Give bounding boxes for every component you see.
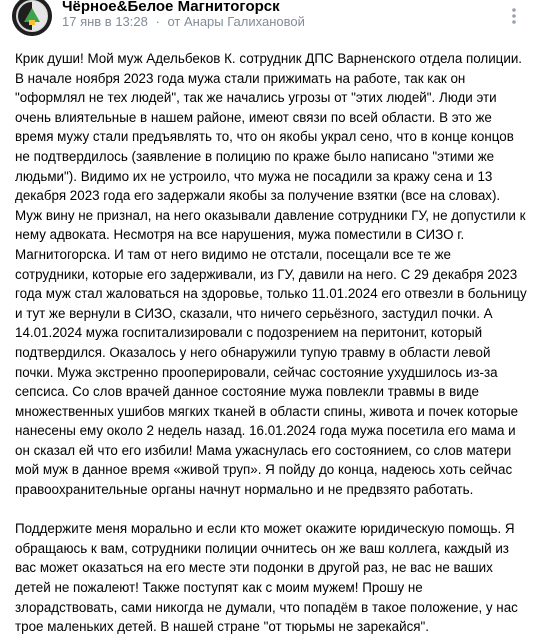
group-avatar-logo	[12, 0, 52, 36]
group-name-link[interactable]: Чёрное&Белое Магнитогорск	[62, 0, 280, 15]
meta-separator: ·	[155, 14, 160, 29]
post-author[interactable]: от Анары Галихановой	[167, 14, 305, 29]
post-meta	[62, 14, 309, 29]
post-header	[0, 0, 536, 40]
post-date[interactable]: 17 янв в 13:28	[62, 14, 148, 29]
post-text	[15, 49, 527, 637]
more-vertical-icon[interactable]	[504, 6, 524, 26]
group-avatar[interactable]	[12, 0, 52, 36]
post-paragraph-1: Крик души! Мой муж Адельбеков К. сотрудник ДПС Варненского отдела полиции. В начале ноября 2023 года мужа стали прижимать на работе, так как он "оформлял не тех людей", так же начались угрозы от "этих людей". Люди эти очень влиятельные в нашем районе, имеют связи по всей области. В это же время мужу стали предъявлять то, что он якобы украл сено, что в конце концов не подтвердилось (заявление в полицию по краже было написано "этими же людьми"). Видимо их не устроило, что мужа не посадили за кражу сена и 13 декабря 2023 года его задержали якобы за получение взятки (все на словах). Муж вину не признал, на него оказывали давление сотрудники ГУ, не допустили к нему адвоката. Несмотря на все нарушения, мужа поместили в СИЗО г. Магнитогорска. И там от него видимо не отстали, посещали все те же сотрудники, которые его задерживали, из ГУ, давили на него. С 29 декабря 2023 года муж стал жаловаться на здоровье, только 11.01.2024 его отвезли в больницу и тут же вернули в СИЗО, сказали, что ничего серьёзного, застудил почки. А 14.01.2024 мужа госпитализировали с подозрением на перитонит, который подтвердился. Оказалось у него обнаружили тупую травму в области левой почки. Мужа экстренно прооперировали, сейчас состояние ухудшилось из-за сепсиса. Со слов врачей данное состояние мужа повлекли травмы в виде множественных ушибов мягких тканей в области спины, живота и почек которые нанесены ему около 2 недель назад. 16.01.2024 года мужа посетила его мама и он сказал ей что его избили! Мама ужаснулась его состоянием, со слов матери мой муж в данное время «живой труп». Я пойду до конца, надеюсь хоть сейчас правоохранительные органы начнут нормально и не предвзято работать.	[15, 51, 527, 498]
post-paragraph-2: Поддержите меня морально и если кто может окажите юридическую помощь. Я обращаюсь к вам, сотрудники полиции очнитесь он же ваш коллега, каждый из вас может оказаться на его месте эти подонки в другой раз, не вас не ваших детей не пожалеют! Также поступят как с моим мужем! Прошу не злорадствовать, сами никогда не думали, что попадём в такое положение, у нас трое маленьких детей. В нашей стране "от тюрьмы не зарекайся".	[15, 521, 518, 635]
